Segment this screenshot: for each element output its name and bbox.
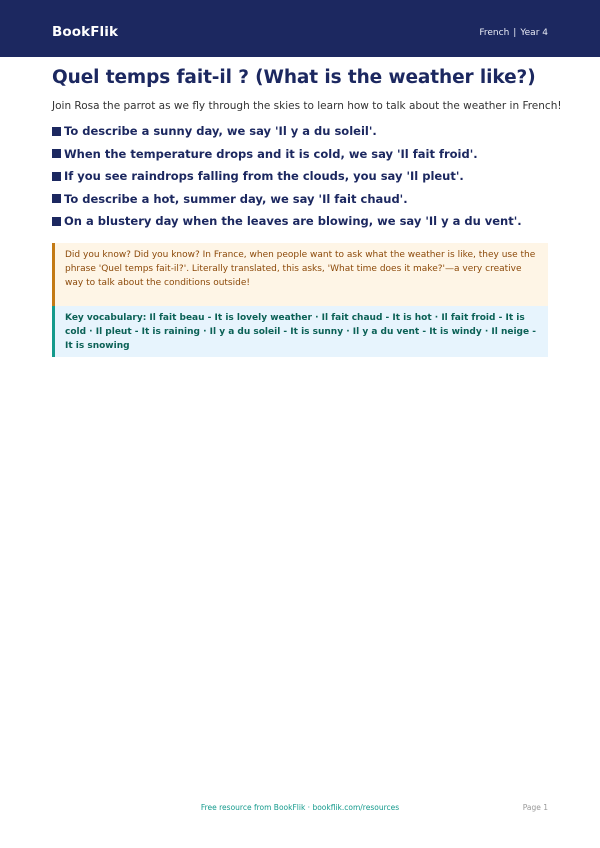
list-item-text: On a blustery day when the leaves are blowing, we say 'Il y a du vent'.	[64, 214, 522, 229]
intro-text: Join Rosa the parrot as we fly through the skies to learn how to talk about the weather in French!	[52, 100, 562, 112]
brand-logo[interactable]: BookFlik	[52, 24, 119, 40]
page-footer	[0, 802, 600, 816]
list-item	[52, 188, 562, 211]
list-item-text: If you see raindrops falling from the clouds, you say 'Il pleut'.	[64, 169, 464, 184]
square-bullet-icon	[52, 149, 61, 158]
callout-text: Did you know? Did you know? In France, when people want to ask what the weather is like, they use the phrase 'Quel temps fait-il?'. Literally translated, this asks, 'What time does it make?'—a very creative way to talk about the conditions outside!	[65, 250, 536, 288]
subject-label: French	[479, 28, 510, 38]
footer-credit-link[interactable]: Free resource from BookFlik · bookflik.com/resources	[200, 803, 400, 812]
square-bullet-icon	[52, 194, 61, 203]
meta-separator: |	[513, 28, 517, 38]
page-number: Page 1	[522, 803, 548, 812]
list-item	[52, 120, 562, 143]
subject-year-meta	[479, 27, 548, 39]
year-label: Year 4	[520, 28, 548, 38]
vocabulary-text: Key vocabulary: Il fait beau - It is lovely weather · Il fait chaud - It is hot · Il fait froid - It is cold · Il pleut - It is raining · Il y a du soleil - It is sunny · Il y a du vent - It is windy · Il neige - It is snowing	[65, 313, 536, 351]
list-item	[52, 210, 562, 233]
square-bullet-icon	[52, 172, 61, 181]
list-item	[52, 165, 562, 188]
list-item	[52, 143, 562, 166]
page-title: Quel temps fait-il ? (What is the weather like?)	[52, 67, 536, 88]
key-points-list	[52, 120, 562, 233]
square-bullet-icon	[52, 127, 61, 136]
list-item-text: To describe a hot, summer day, we say 'Il fait chaud'.	[64, 191, 408, 206]
list-item-text: To describe a sunny day, we say 'Il y a du soleil'.	[64, 124, 377, 139]
list-item-text: When the temperature drops and it is cold, we say 'Il fait froid'.	[64, 146, 478, 161]
page-header	[0, 0, 600, 57]
square-bullet-icon	[52, 217, 61, 226]
did-you-know-callout	[52, 243, 548, 306]
key-vocabulary-box	[52, 306, 548, 357]
